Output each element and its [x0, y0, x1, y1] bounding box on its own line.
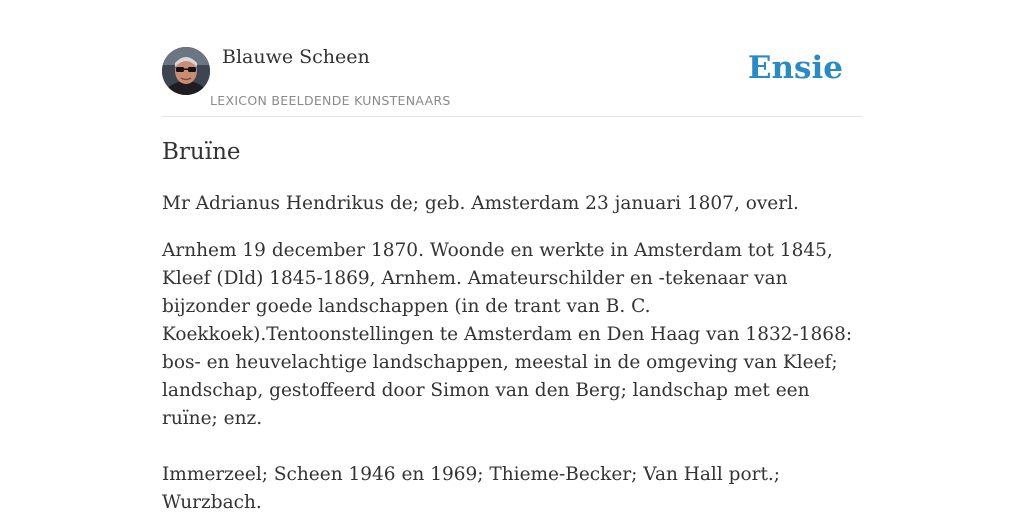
author-name-link[interactable]: Blauwe Scheen — [222, 46, 370, 68]
article-title: Bruïne — [162, 139, 241, 165]
author-avatar[interactable] — [162, 47, 210, 95]
avatar-photo-icon — [162, 47, 210, 95]
article-paragraph: Arnhem 19 december 1870. Woonde en werkte in Amsterdam tot 1845, Kleef (Dld) 1845-1869, Arnhem. Amateurschilder en -tekenaar van bijzonder goede landschappen (in de trant van B. C. Koekkoek).Tentoonstellingen te Amsterdam en Den Haag van 1832-1868: bos- en heuvelachtige landschappen, meestal in de omgeving van Kleef; landschap, gestoffeerd door Simon van den Berg; landschap met een ruïne; enz. — [162, 240, 853, 429]
brand-logo[interactable]: Ensie — [747, 50, 843, 86]
article-header — [162, 0, 862, 117]
article-body — [162, 190, 862, 517]
article-card — [162, 0, 862, 513]
section-label[interactable]: LEXICON BEELDENDE KUNSTENAARS — [210, 93, 451, 108]
article-sources: Immerzeel; Scheen 1946 en 1969; Thieme-Becker; Van Hall port.; Wurzbach. — [162, 464, 781, 513]
article-paragraph: Mr Adrianus Hendrikus de; geb. Amsterdam 23 januari 1807, overl. — [162, 193, 799, 214]
